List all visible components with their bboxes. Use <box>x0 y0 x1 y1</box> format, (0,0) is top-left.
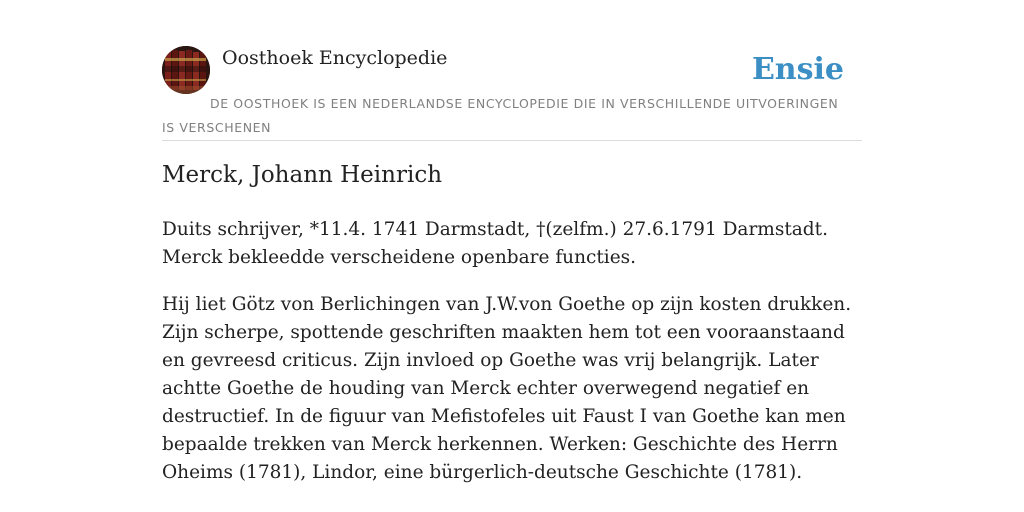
article-body <box>162 216 862 506</box>
encyclopedia-books-icon[interactable] <box>162 46 210 94</box>
site-name[interactable]: Oosthoek Encyclopedie <box>222 47 448 69</box>
article-title: Merck, Johann Heinrich <box>162 162 443 188</box>
site-header <box>162 46 862 141</box>
article-paragraph: Duits schrijver, *11.4. 1741 Darmstadt, †(zelfm.) 27.6.1791 Darmstadt. Merck bekleedde verscheidene openbare functies. <box>162 219 828 268</box>
ensie-logo-link[interactable]: Ensie <box>751 52 844 87</box>
article-paragraph: Hij liet Götz von Berlichingen van J.W.von Goethe op zijn kosten drukken. Zijn scherpe, spottende geschriften maakten hem tot een vooraanstaand en gevreesd criticus. Zijn invloed op Goethe was vrij belangrijk. Later achtte Goethe de houding van Merck echter overwegend negatief en destructief. In de figuur van Mefistofeles uit Faust I van Goethe kan men bepaalde trekken van Merck herkennen. Werken: Geschichte des Herrn Oheims (1781), Lindor, eine bürgerlich-deutsche Geschichte (1781). <box>162 294 852 483</box>
site-tagline: DE OOSTHOEK IS EEN NEDERLANDSE ENCYCLOPEDIE DIE IN VERSCHILLENDE UITVOERINGEN IS VERSCHENEN <box>162 96 839 135</box>
